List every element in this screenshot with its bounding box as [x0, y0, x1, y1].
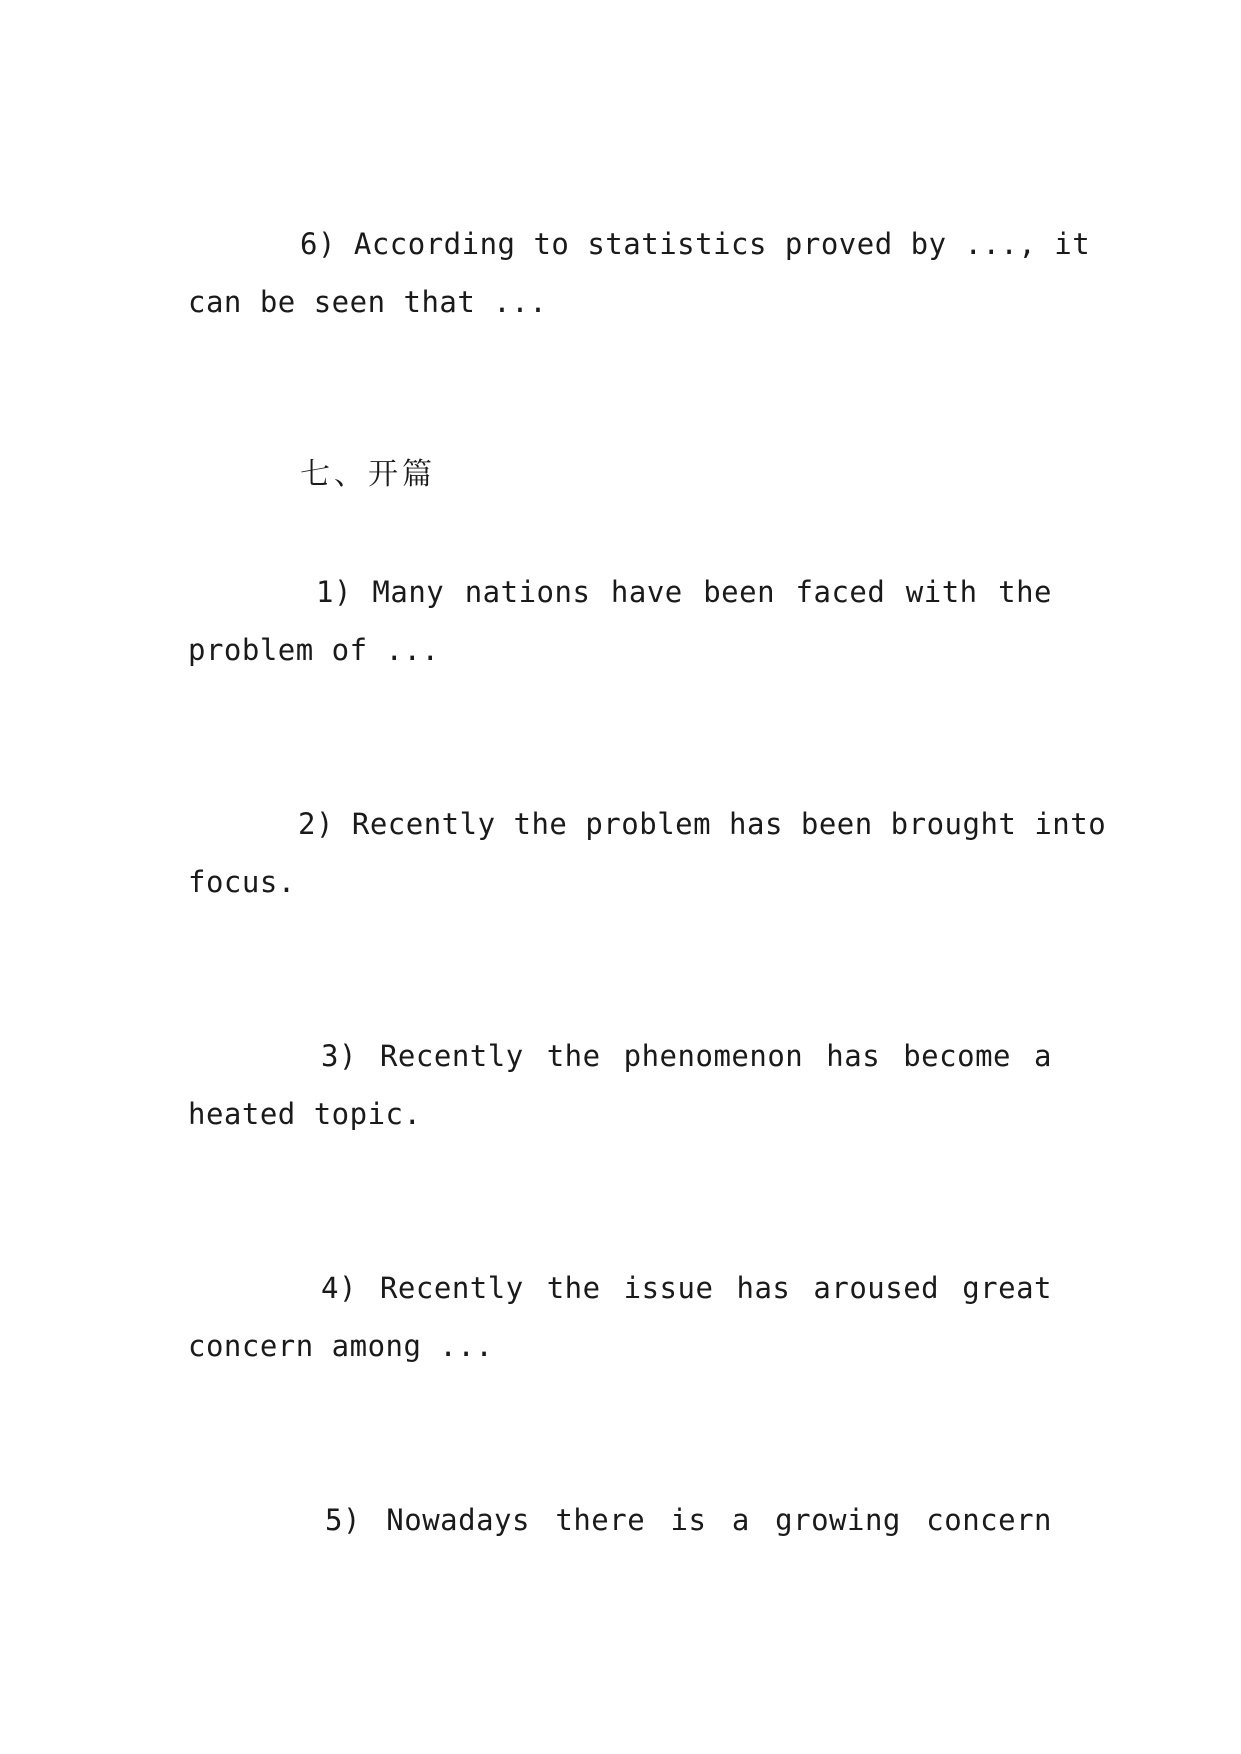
paragraph-line: problem of ... [188, 633, 440, 667]
paragraph-item-4 [188, 1259, 1052, 1375]
paragraph-item-6 [188, 215, 1091, 331]
paragraph-line: 5) Nowadays there is a growing concern [325, 1503, 1052, 1537]
paragraph-line: 3) Recently the phenomenon has become a [321, 1039, 1052, 1073]
paragraph-line: 2) Recently the problem has been brought into [298, 807, 1107, 841]
paragraph-item-2 [188, 795, 1107, 911]
paragraph-line: heated topic. [188, 1097, 422, 1131]
paragraph-line: concern among ... [188, 1329, 494, 1363]
paragraph-line: 6) According to statistics proved by ..., it [300, 227, 1091, 261]
paragraph-line: 1) Many nations have been faced with the [316, 575, 1052, 609]
paragraph-item-5 [188, 1491, 1052, 1549]
paragraph-line: focus. [188, 865, 296, 899]
section-heading: 七、开篇 [300, 457, 436, 492]
paragraph-item-1 [188, 563, 1052, 679]
paragraph-item-3 [188, 1027, 1052, 1143]
paragraph-line: can be seen that ... [188, 285, 548, 319]
paragraph-line: 4) Recently the issue has aroused great [321, 1271, 1052, 1305]
